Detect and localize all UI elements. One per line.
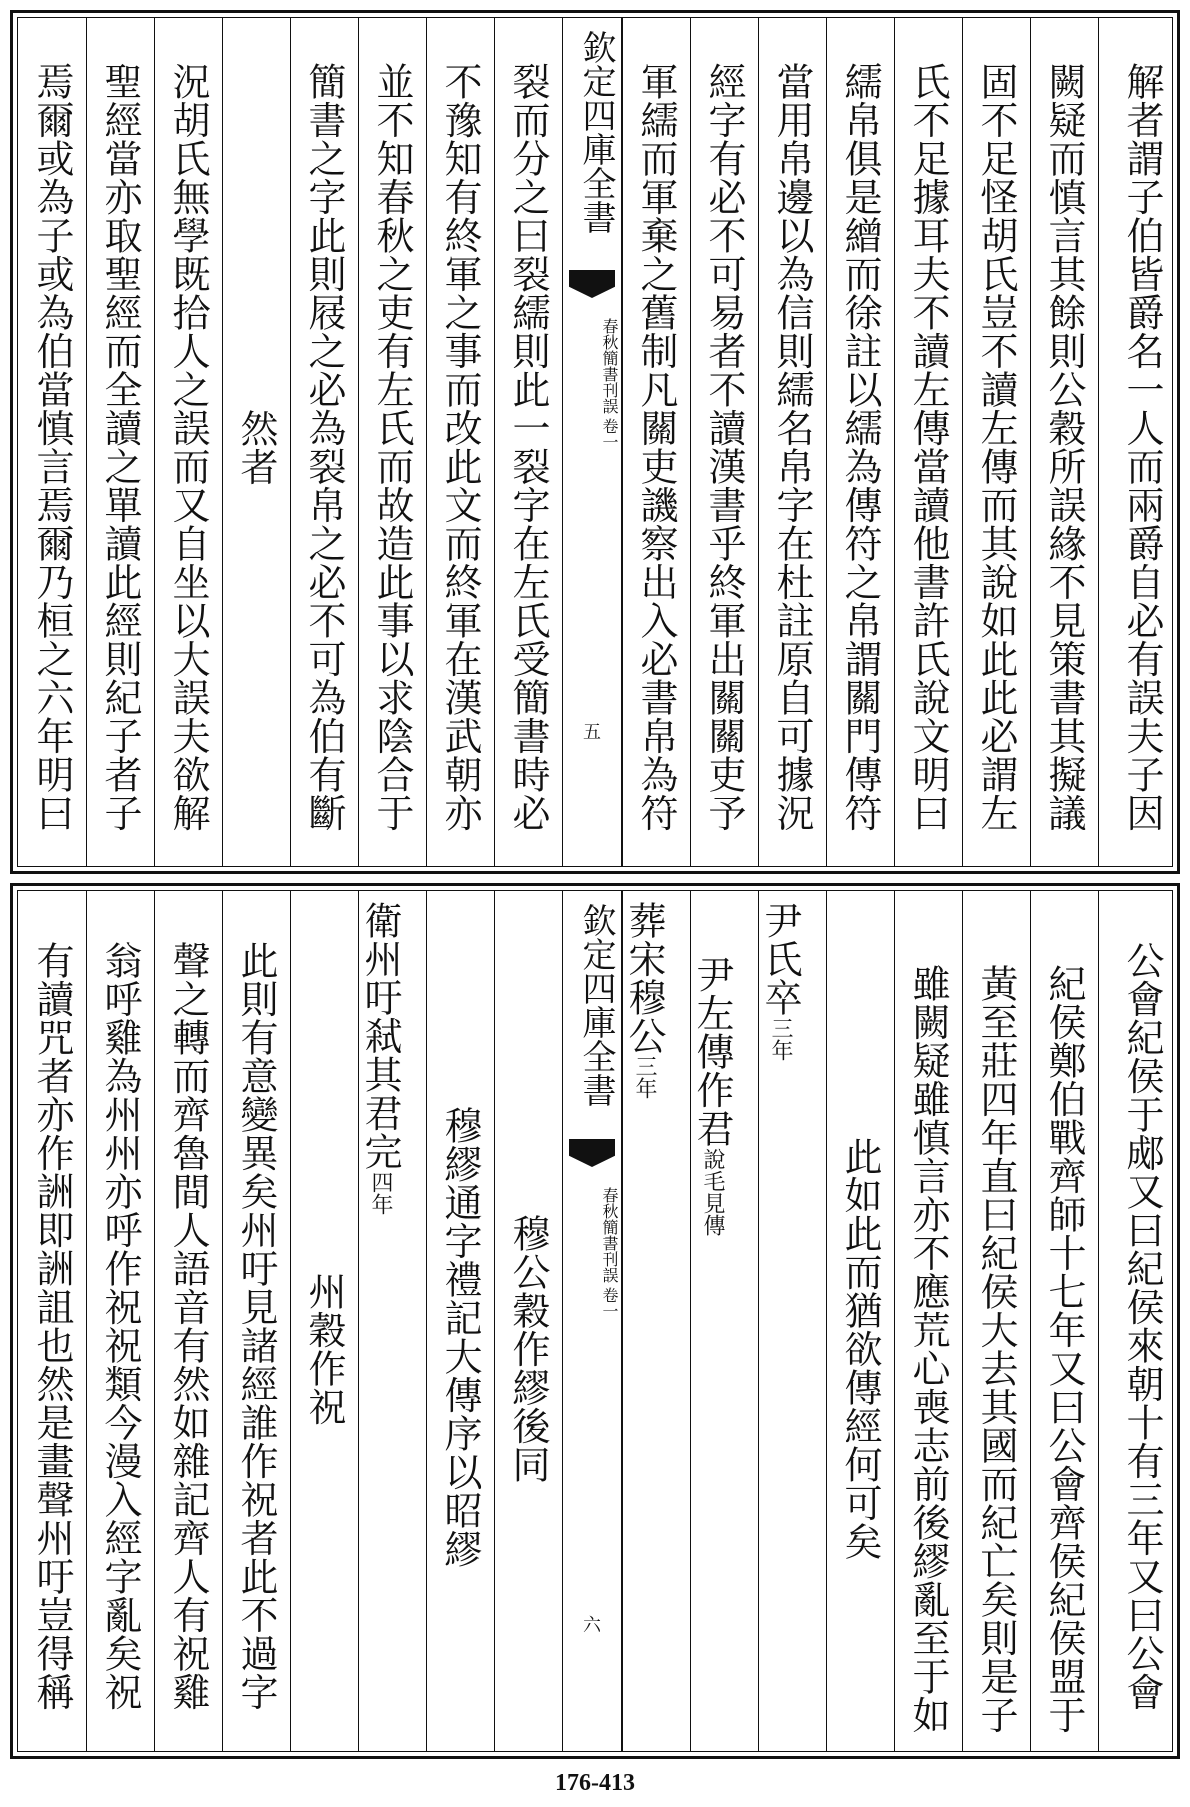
- center-band: [562, 18, 622, 866]
- text-column: 有讀咒者亦作詶即詶詛也然是畫聲州吁豈得稱: [30, 941, 74, 1711]
- source-note: 見傳: [700, 1191, 725, 1236]
- fish-tail-mark: [569, 270, 615, 298]
- footer-page-code: 176-413: [555, 1770, 635, 1796]
- bottom-page-frame: [17, 890, 1173, 1752]
- text-column: 氏不足據耳夫不讀左傳當讀他書許氏說文明曰: [894, 18, 962, 866]
- text-column: [358, 891, 426, 1751]
- text-column: 裂而分之曰裂繻則此一裂字在左氏受簡書時必: [494, 18, 562, 866]
- source-note: 說毛: [700, 1147, 725, 1192]
- text-column: 焉爾或為子或為伯當慎言焉爾乃桓之六年明曰: [30, 62, 74, 832]
- fish-tail-mark: [569, 1139, 615, 1167]
- text-column: 況胡氏無學既拾人之誤而又自坐以大誤夫欲解: [154, 18, 222, 866]
- center-book-title: 春秋簡書刊誤: [600, 1187, 619, 1283]
- text-column: 軍繻而軍棄之舊制凡關吏譏察出入必書帛為符: [622, 18, 690, 866]
- text-column: 然者: [222, 18, 290, 866]
- center-book-title: 春秋簡書刊誤: [600, 318, 619, 414]
- text-column: 解者謂子伯皆爵名一人而兩爵自必有誤夫子因: [1098, 18, 1176, 866]
- text-column: [758, 891, 826, 1751]
- entry-text: 衛州吁弒其君完: [358, 901, 402, 1171]
- year-note: 四年: [368, 1170, 393, 1215]
- top-page-frame: [17, 17, 1173, 867]
- text-column: 當用帛邊以為信則繻名帛字在杜註原自可據況: [758, 18, 826, 866]
- bottom-page: [10, 883, 1180, 1759]
- text-column: 紀侯鄭伯戰齊師十七年又曰公會齊侯紀侯盟于: [1030, 891, 1098, 1751]
- text-column: 簡書之字此則屐之必為裂帛之必不可為伯有斷: [290, 18, 358, 866]
- text-column: 此則有意變異矣州吁見諸經誰作祝者此不過字: [222, 891, 290, 1751]
- text-column: 公會紀侯于郕又曰紀侯來朝十有三年又曰公會: [1098, 891, 1176, 1751]
- entry-text: 葬宋穆公: [622, 901, 666, 1055]
- text-column: 此如此而猶欲傳經何可矣: [826, 891, 894, 1751]
- text-column: 州穀作祝: [290, 891, 358, 1751]
- text-column: 黃至莊四年直曰紀侯大去其國而紀亡矣則是子: [962, 891, 1030, 1751]
- text-column: 穆繆通字禮記大傳序以昭繆: [426, 891, 494, 1751]
- center-juan: 卷一: [600, 1287, 619, 1319]
- year-note: 三年: [768, 1016, 793, 1061]
- text-column: 聲之轉而齊魯間人語音有然如雜記齊人有祝雞: [154, 891, 222, 1751]
- entry-text: 尹左傳作君: [690, 955, 734, 1148]
- text-column: 繻帛俱是繒而徐註以繻為傳符之帛謂關門傳符: [826, 18, 894, 866]
- text-column: 不豫知有終軍之事而改此文而終軍在漢武朝亦: [426, 18, 494, 866]
- text-column: 翁呼雞為州州亦呼作祝祝類今漫入經字亂矣祝: [86, 891, 154, 1751]
- text-column: 雖闕疑雖慎言亦不應荒心喪志前後繆亂至于如: [894, 891, 962, 1751]
- text-column: 固不足怪胡氏豈不讀左傳而其說如此此必謂左: [962, 18, 1030, 866]
- top-page: [10, 10, 1180, 874]
- text-column: 經字有必不可易者不讀漢書乎終軍出關關吏予: [690, 18, 758, 866]
- center-title: 欽定四庫全書: [576, 30, 616, 234]
- text-column: 並不知春秋之吏有左氏而故造此事以求陰合于: [358, 18, 426, 866]
- center-title: 欽定四庫全書: [576, 903, 616, 1107]
- text-column: 闕疑而慎言其餘則公穀所誤緣不見策書其擬議: [1030, 18, 1098, 866]
- center-juan: 卷一: [600, 418, 619, 450]
- text-column: 穆公穀作繆後同: [494, 891, 562, 1751]
- page-number: 六: [583, 1615, 601, 1636]
- entry-text: 尹氏卒: [758, 901, 802, 1017]
- year-note: 三年: [632, 1055, 657, 1099]
- page-number: 五: [583, 722, 601, 743]
- text-column: 聖經當亦取聖經而全讀之單讀此經則紀子者子: [86, 18, 154, 866]
